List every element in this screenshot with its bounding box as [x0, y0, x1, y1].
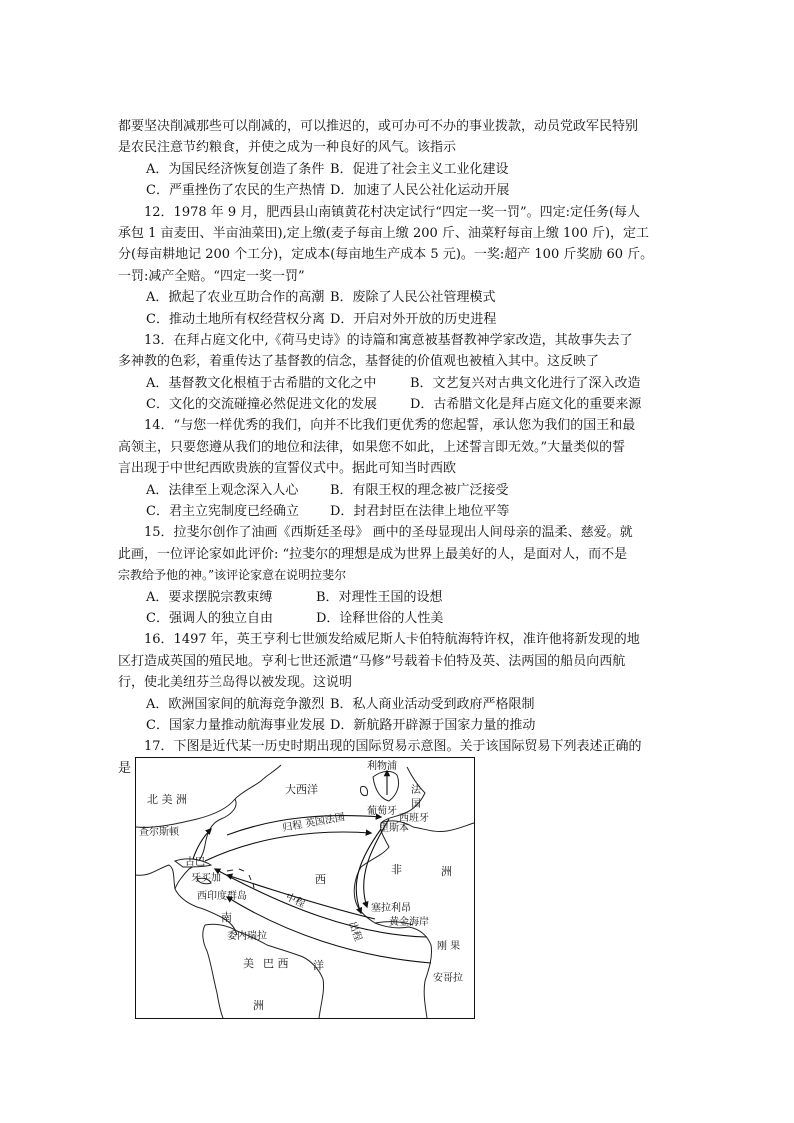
label-ocean: 洋: [313, 959, 324, 972]
label-outbound: 出程: [346, 920, 364, 943]
q12-options-row: [118, 309, 688, 330]
q14-text-line: 言出现于中世纪西欧贵族的宣誓仪式中。据此可知当时西欧: [118, 461, 457, 477]
q12-option-b[interactable]: B．废除了人民公社管理模式: [330, 290, 496, 306]
label-africa-2: 洲: [441, 865, 452, 878]
q15-option-a[interactable]: A．要求摆脱宗教束缚: [146, 589, 273, 605]
label-congo: 刚 果: [437, 941, 461, 952]
q13-option-a[interactable]: A．基督教文化根植于古希腊的文化之中: [146, 375, 377, 391]
q16-option-b[interactable]: B．私人商业活动受到政府严格限制: [330, 696, 535, 712]
q15-option-c[interactable]: C．强调人的独立自由: [146, 610, 273, 626]
label-continent: 洲: [253, 999, 264, 1012]
q12-text-line: 12．1978 年 9 月，肥西县山南镇黄花村决定试行“四定一奖一罚”。四定:定任务(每人: [144, 204, 641, 220]
label-cuba: 古巴: [185, 857, 205, 868]
q15-text-line: 15．拉斐尔创作了油画《西斯廷圣母》 画中的圣母显现出人间母亲的温柔、慈爱。就: [144, 525, 633, 541]
label-angola: 安哥拉: [433, 973, 463, 984]
q16-text-line: 16．1497 年，英王亨利七世颁发给威尼斯人卡伯特航海特许权，准许他将新发现的地: [144, 632, 640, 648]
label-gold-coast: 黄金海岸: [389, 917, 429, 928]
q12-option-d[interactable]: D．开启对外开放的历史进程: [330, 311, 497, 327]
q16-text-line: 行，使北美纽芬兰岛得以被发现。这说明: [118, 675, 353, 691]
q12-options-row: [118, 287, 688, 308]
q13-text-line: 多神教的色彩，着重传达了基督教的信念，基督徒的价值观也被植入其中。这反映了: [118, 354, 600, 370]
q14-options-row: [118, 480, 688, 501]
q11-options-row: [118, 180, 688, 201]
q14-option-b[interactable]: B．有限王权的理念被广泛接受: [330, 482, 509, 498]
label-jamaica: 牙买加: [191, 873, 221, 884]
map-svg: [135, 757, 475, 1019]
label-africa: 非: [391, 863, 402, 876]
q13-options-row: [118, 373, 688, 394]
q13-option-d[interactable]: D．古希腊文化是拜占庭文化的重要来源: [410, 397, 642, 413]
q16-text-line: 区打造成英国的殖民地。亨利七世还派遣“马修”号载着卡伯特及英、法两国的船员向西航: [118, 653, 626, 669]
q12-option-c[interactable]: C．推动土地所有权经营权分离: [146, 311, 325, 327]
label-lisbon: 里斯本: [379, 823, 409, 834]
label-return-route: 归程 英国法国: [281, 812, 346, 834]
q11-option-c[interactable]: C．严重挫伤了农民的生产热情: [146, 183, 325, 199]
q11-text-line: 是农民注意节约粮食，并使之成为一种良好的风气。该指示: [118, 140, 457, 156]
q11-option-b[interactable]: B．促进了社会主义工业化建设: [330, 161, 509, 177]
q13-option-c[interactable]: C．文化的交流碰撞必然促进文化的发展: [146, 397, 377, 413]
q12-text-line: 一罚:减产全赔。“四定一奖一罚”: [118, 268, 305, 284]
label-west-indies: 西印度群岛: [197, 891, 247, 902]
q15-options-row: [118, 608, 688, 629]
q16-option-c[interactable]: C．国家力量推动航海事业发展: [146, 717, 325, 733]
q11-options-row: [118, 159, 688, 180]
q16-option-d[interactable]: D．新航路开辟源于国家力量的推动: [330, 717, 536, 733]
label-venezuela: 委内瑞拉: [227, 931, 267, 942]
triangular-trade-map: [135, 757, 475, 1019]
q16-options-row: [118, 694, 688, 715]
q12-text-line: 分(每亩耕地记 200 个工分)，定成本(每亩地生产成本 5 元)。一奖:超产 100 斤奖励 60 斤。: [118, 247, 654, 263]
q15-option-d[interactable]: D．诠释世俗的人性美: [316, 610, 444, 626]
label-charleston: 查尔斯顿: [139, 827, 179, 838]
label-france: 法: [411, 785, 421, 796]
q16-option-a[interactable]: A．欧洲国家间的航海竞争激烈: [146, 696, 325, 712]
label-brazil: 巴 西: [263, 957, 289, 970]
q13-options-row: [118, 394, 688, 415]
q14-option-d[interactable]: D．封君封臣在法律上地位平等: [330, 504, 510, 520]
label-middle-passage: 中程: [283, 891, 307, 911]
label-america: 美: [243, 957, 254, 970]
q12-option-a[interactable]: A．掀起了农业互助合作的高潮: [146, 290, 325, 306]
q14-options-row: [118, 501, 688, 522]
label-france-2: 国: [411, 799, 421, 810]
label-south: 南: [221, 911, 232, 924]
q13-text-line: 13．在拜占庭文化中,《荷马史诗》的诗篇和寓意被基督教神学家改造，其故事失去了: [144, 332, 633, 348]
label-atlantic: 大西洋: [285, 783, 318, 796]
q15-text-line: 宗教给予他的神。”该评论家意在说明拉斐尔: [118, 568, 347, 583]
q17-text-line: 是: [118, 760, 132, 776]
label-west: 西: [315, 873, 326, 886]
q15-options-row: [118, 587, 688, 608]
label-north-america: 北 美 洲: [147, 793, 187, 806]
label-liverpool: 利物浦: [367, 761, 397, 772]
label-spain: 西班牙: [399, 813, 429, 824]
q15-text-line: 此画，一位评论家如此评价: “拉斐尔的理想是成为世界上最美好的人，是面对人，而不是: [118, 546, 628, 562]
q16-options-row: [118, 715, 688, 736]
label-sierra-leone: 塞拉利昂: [371, 903, 411, 914]
q11-text-line: 都要坚决削减那些可以削减的，可以推迟的，或可办可不办的事业拨款，动员党政军民特别: [118, 119, 639, 134]
q14-text-line: 14．“与您一样优秀的我们，向并不比我们更优秀的您起誓，承认您为我们的国王和最: [144, 418, 636, 434]
exam-page: [118, 116, 688, 779]
q14-option-c[interactable]: C．君主立宪制度已经确立: [146, 504, 299, 520]
q15-option-b[interactable]: B．对理性王国的设想: [316, 589, 443, 605]
q17-text-line: 17．下图是近代某一历史时期出现的国际贸易示意图。关于该国际贸易下列表述正确的: [144, 739, 642, 755]
q14-text-line: 高领主，只要您遵从我们的地位和法律，如果您不如此，上述誓言即无效。”大量类似的誓: [118, 439, 626, 455]
label-portugal: 葡萄牙: [367, 806, 397, 817]
q12-text-line: 承包 1 亩麦田、半亩油菜田),定上缴(麦子每亩上缴 200 斤、油菜籽每亩上缴 100 斤)，定工: [118, 225, 650, 241]
q11-option-d[interactable]: D．加速了人民公社化运动开展: [330, 183, 510, 199]
q11-option-a[interactable]: A．为国民经济恢复创造了条件: [146, 161, 325, 177]
q13-option-b[interactable]: B．文艺复兴对古典文化进行了深入改造: [410, 375, 641, 391]
q14-option-a[interactable]: A．法律至上观念深入人心: [146, 482, 299, 498]
